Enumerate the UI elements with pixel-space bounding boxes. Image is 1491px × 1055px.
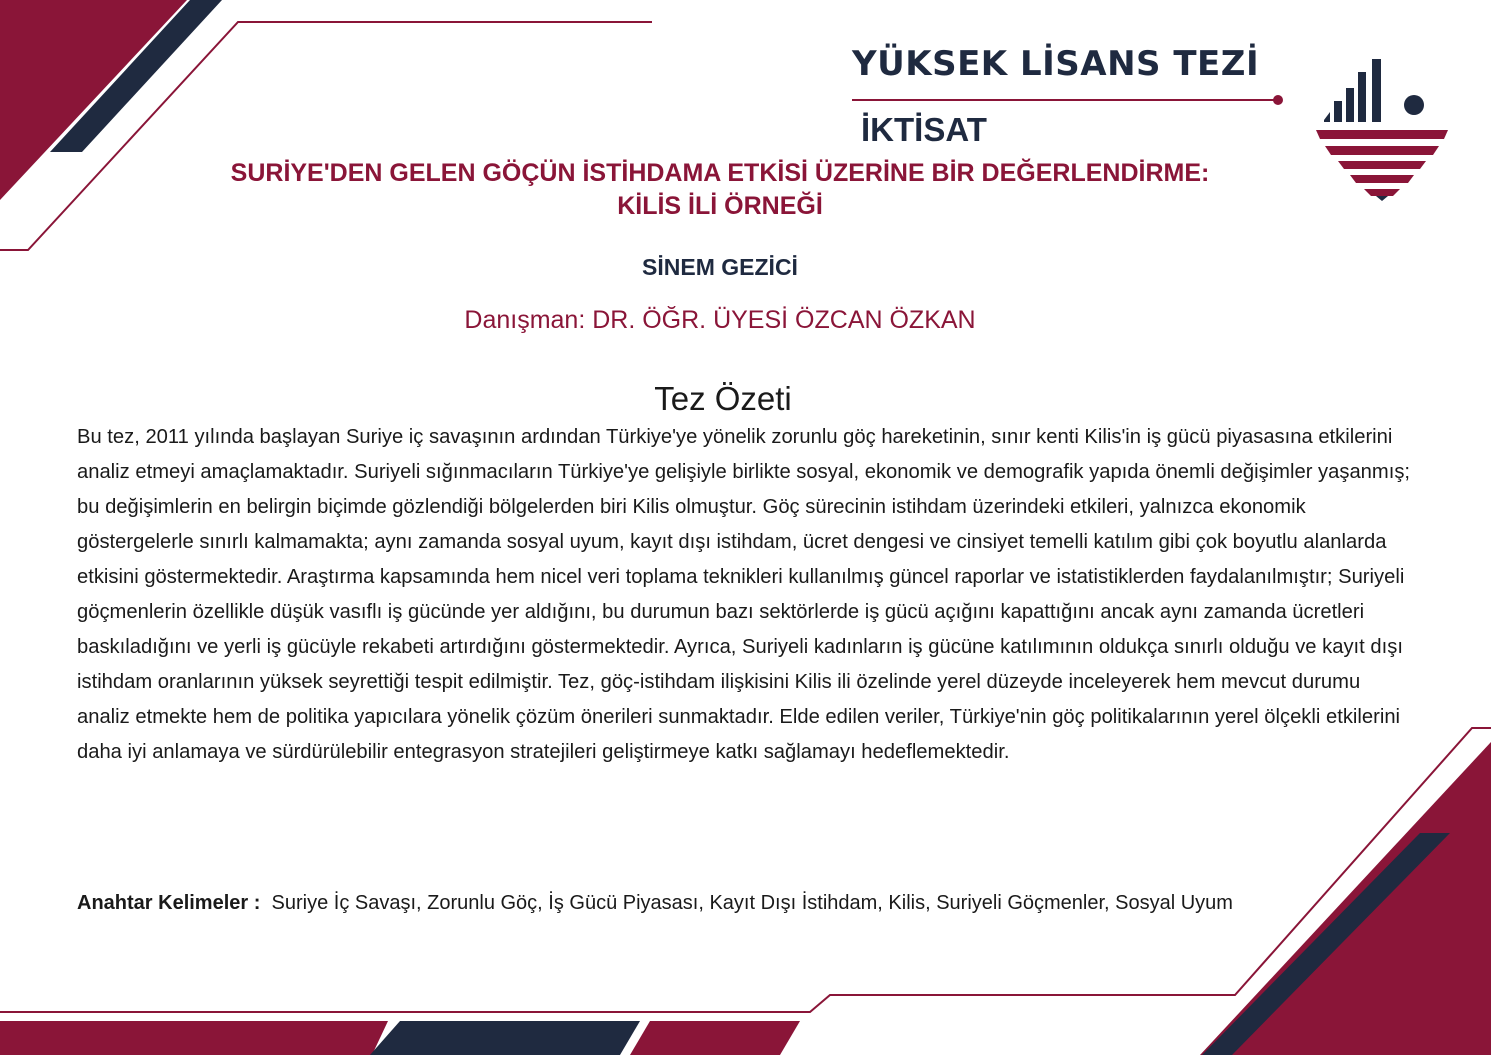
bottom-band-navy bbox=[370, 1021, 640, 1055]
thesis-type-heading: YÜKSEK LİSANS TEZİ bbox=[852, 44, 1260, 84]
summary-heading: Tez Özeti bbox=[654, 380, 792, 417]
bottom-band-maroon-left bbox=[0, 1021, 388, 1055]
advisor-line bbox=[0, 306, 1440, 335]
thin-line-right bbox=[0, 728, 1491, 1012]
thesis-title-line-2: KİLİS İLİ ÖRNEĞİ bbox=[617, 192, 823, 220]
thesis-title bbox=[70, 157, 1370, 223]
keywords bbox=[77, 887, 1237, 920]
bottom-band-maroon-right bbox=[630, 1021, 800, 1055]
thesis-title-line-1: SURİYE'DEN GELEN GÖÇÜN İSTİHDAMA ETKİSİ ÜZERİNE BİR DEĞERLENDİRME: bbox=[230, 159, 1210, 187]
abstract-text: Bu tez, 2011 yılında başlayan Suriye iç savaşının ardından Türkiye'ye yönelik zorunlu göç hareketinin, sınır kenti Kilis'in iş gücü piyasasına etkilerini analiz etmeyi amaçlamaktadır. Suriyeli sığınmacıların Türkiye'ye gelişiyle birlikte sosyal, ekonomik ve demografik yapıda önemli değişimler yaşanmış; bu değişimlerin en belirgin biçimde gözlendiği bölgelerden biri Kilis olmuştur. Göç sürecinin istihdam üzerindeki etkileri, yalnızca ekonomik göstergelerle sınırlı kalmamakta; aynı zamanda sosyal uyum, kayıt dışı istihdam, ücret dengesi ve cinsiyet temelli katılım gibi çok boyutlu alanlarda etkisini göstermektedir. Araştırma kapsamında hem nicel veri toplama teknikleri kullanılmış güncel raporlar ve istatistiklerden faydalanılmıştır; Suriyeli göçmenlerin özellikle düşük vasıflı iş gücünde yer aldığını, bu durumun bazı sektörlerde iş gücü açığını kapattığını ancak aynı zamanda ücretleri baskıladığını ve yerli iş gücüyle rekabeti artırdığını göstermektedir. Ayrıca, Suriyeli kadınların iş gücüne katılımının oldukça sınırlı olduğu ve kayıt dışı istihdam oranlarının yüksek seyrettiği tespit edilmiştir. Tez, göç-istihdam ilişkisini Kilis ili özelinde yerel düzeyde inceleyerek hem mevcut durumu analiz etmekte hem de politika yapıcılara yönelik çözüm önerileri sunmaktadır. Elde edilen veriler, Türkiye'nin göç politikalarının yerel ölçekli etkilerini daha iyi anlamaya ve sürdürülebilir entegrasyon stratejileri geliştirmeye katkı sağlamayı hedeflemektedir. bbox=[77, 426, 1411, 763]
keywords-value: Suriye İç Savaşı, Zorunlu Göç, İş Gücü Piyasası, Kayıt Dışı İstihdam, Kilis, Suriyeli Göçmenler, Sosyal Uyum bbox=[271, 892, 1233, 914]
department-heading: İKTİSAT bbox=[861, 111, 987, 148]
author-name: SİNEM GEZİCİ bbox=[642, 254, 798, 280]
keywords-label: Anahtar Kelimeler : bbox=[77, 892, 261, 914]
advisor-name: DR. ÖĞR. ÜYESİ ÖZCAN ÖZKAN bbox=[592, 306, 976, 334]
header-underline-dot bbox=[1273, 95, 1283, 105]
corner-shape-bottom-right bbox=[1200, 742, 1491, 1055]
advisor-label: Danışman: bbox=[464, 306, 586, 334]
